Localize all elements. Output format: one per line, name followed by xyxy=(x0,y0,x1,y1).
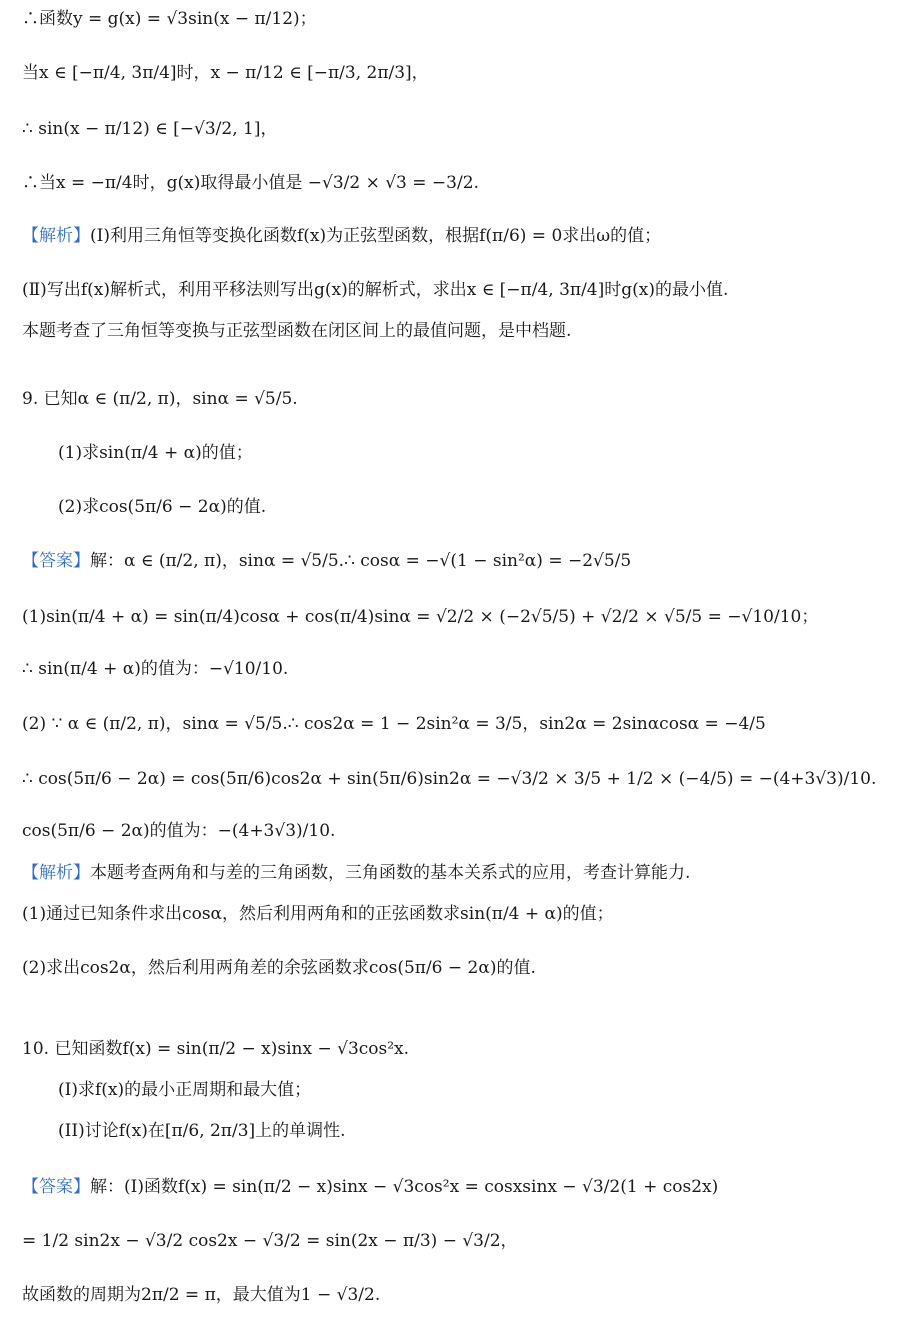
doc-line xyxy=(22,862,690,884)
doc-line xyxy=(22,279,728,301)
line-text: (1)sin(π/4 + α) = sin(π/4)cosα + cos(π/4)sinα = √2/2 × (−2√5/5) + √2/2 × √5/5 = −√10/10； xyxy=(22,607,819,627)
doc-line xyxy=(22,225,661,247)
line-text: (2)求出cos2α，然后利用两角差的余弦函数求cos(5π/6 − 2α)的值. xyxy=(22,958,536,978)
doc-line xyxy=(22,8,317,30)
line-text: (Ⅰ)利用三角恒等变换化函数f(x)为正弦型函数，根据f(π/6) = 0求出ω的值； xyxy=(90,226,662,246)
line-text: ∴当x = −π/4时，g(x)取得最小值是 −√3/2 × √3 = −3/2. xyxy=(22,173,479,193)
doc-line xyxy=(22,172,479,194)
doc-line xyxy=(22,1230,518,1252)
section-tag: 【解析】 xyxy=(22,226,90,246)
doc-line xyxy=(22,62,429,84)
line-text: (2) ∵ α ∈ (π/2, π)，sinα = √5/5.∴ cos2α = 1 − 2sin²α = 3/5，sin2α = 2sinαcosα = −4/5 xyxy=(22,714,766,734)
doc-line xyxy=(22,388,298,410)
doc-line xyxy=(22,768,876,790)
line-text: ∴函数y = g(x) = √3sin(x − π/12)； xyxy=(22,9,317,29)
doc-line xyxy=(22,550,631,572)
line-text: 解：α ∈ (π/2, π)，sinα = √5/5.∴ cosα = −√(1 − sin²α) = −2√5/5 xyxy=(90,551,632,571)
line-text: 本题考查了三角恒等变换与正弦型函数在闭区间上的最值问题，是中档题. xyxy=(22,321,572,341)
doc-line xyxy=(58,1120,346,1142)
doc-line xyxy=(22,658,288,680)
line-text: = 1/2 sin2x − √3/2 cos2x − √3/2 = sin(2x − π/3) − √3/2， xyxy=(22,1231,518,1251)
doc-line xyxy=(22,903,614,925)
line-text: (I)求f(x)的最小正周期和最大值； xyxy=(58,1080,312,1100)
line-text: (1)求sin(π/4 + α)的值； xyxy=(58,443,253,463)
section-tag: 【答案】 xyxy=(22,551,90,571)
doc-line xyxy=(22,820,335,842)
doc-line xyxy=(22,957,536,979)
line-text: 10. 已知函数f(x) = sin(π/2 − x)sinx − √3cos²x. xyxy=(22,1039,410,1059)
line-text: 本题考查两角和与差的三角函数，三角函数的基本关系式的应用，考查计算能力. xyxy=(90,863,691,883)
line-text: cos(5π/6 − 2α)的值为：−(4+3√3)/10. xyxy=(22,821,336,841)
doc-line xyxy=(58,442,253,464)
line-text: (Ⅱ)写出f(x)解析式，利用平移法则写出g(x)的解析式，求出x ∈ [−π/4, 3π/4]时g(x)的最小值. xyxy=(22,280,729,300)
doc-line xyxy=(22,1176,718,1198)
line-text: ∴ cos(5π/6 − 2α) = cos(5π/6)cos2α + sin(5π/6)sin2α = −√3/2 × 3/5 + 1/2 × (−4/5) = −(4+3√3)/10. xyxy=(22,769,877,789)
doc-line xyxy=(22,1038,409,1060)
doc-line xyxy=(22,1284,380,1306)
doc-line xyxy=(22,320,571,342)
doc-line xyxy=(22,118,277,140)
line-text: (II)讨论f(x)在[π/6, 2π/3]上的单调性. xyxy=(58,1121,346,1141)
line-text: 当x ∈ [−π/4, 3π/4]时，x − π/12 ∈ [−π/3, 2π/3]， xyxy=(22,63,429,83)
line-text: ∴ sin(x − π/12) ∈ [−√3/2, 1]， xyxy=(22,119,278,139)
line-text: 9. 已知α ∈ (π/2, π)，sinα = √5/5. xyxy=(22,389,298,409)
doc-line xyxy=(58,1079,311,1101)
doc-line xyxy=(22,713,766,735)
line-text: 解：(Ⅰ)函数f(x) = sin(π/2 − x)sinx − √3cos²x = cosxsinx − √3/2(1 + cos2x) xyxy=(90,1177,719,1197)
section-tag: 【解析】 xyxy=(22,863,90,883)
line-text: (2)求cos(5π/6 − 2α)的值. xyxy=(58,497,267,517)
line-text: 故函数的周期为2π/2 = π，最大值为1 − √3/2. xyxy=(22,1285,381,1305)
doc-line xyxy=(22,606,818,628)
doc-line xyxy=(58,496,266,518)
line-text: ∴ sin(π/4 + α)的值为：−√10/10. xyxy=(22,659,289,679)
section-tag: 【答案】 xyxy=(22,1177,90,1197)
line-text: (1)通过已知条件求出cosα，然后利用两角和的正弦函数求sin(π/4 + α)的值； xyxy=(22,904,614,924)
